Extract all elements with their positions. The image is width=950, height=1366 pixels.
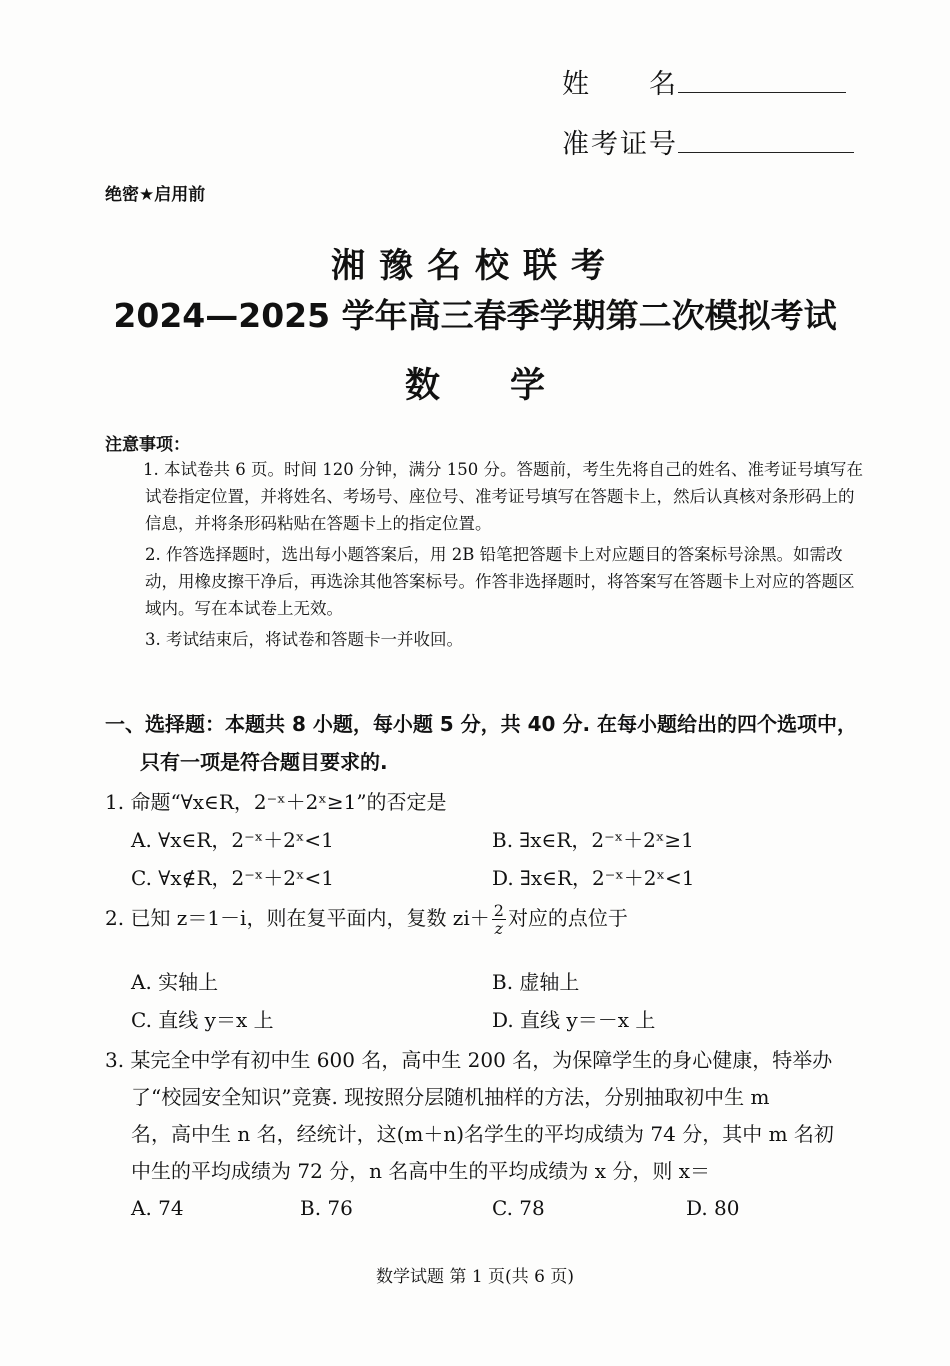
question-3-line-2: 了“校园安全知识”竞赛. 现按照分层随机抽样的方法，分别抽取初中生 m [131,1085,770,1109]
q2-option-b[interactable]: B. 虚轴上 [492,970,580,994]
notice-list [145,456,867,657]
q3-option-c[interactable]: C. 78 [492,1196,545,1220]
question-3-line-4: 中生的平均成绩为 72 分，n 名高中生的平均成绩为 x 分，则 x＝ [131,1159,711,1183]
name-label: 姓 名 [562,69,678,100]
q2-stem-post: 对应的点位于 [507,906,628,930]
question-3-line-1: 3. 某完全中学有初中生 600 名，高中生 200 名，为保障学生的身心健康，特举办 [105,1048,833,1072]
q2-option-a[interactable]: A. 实轴上 [131,970,219,994]
subject-title: 数 学 [404,366,545,406]
q2-option-d[interactable]: D. 直线 y＝－x 上 [492,1008,656,1032]
question-2-stem [105,902,628,937]
q2-frac-denominator: z [494,919,504,938]
page-footer: 数学试题 第 1 页(共 6 页) [376,1267,574,1287]
exam-org-title: 湘豫名校联考 [331,246,619,286]
q1-option-c[interactable]: C. ∀x∉R，2⁻ˣ＋2ˣ<1 [131,866,334,890]
question-3-line-3: 名，高中生 n 名，经统计，这(m＋n)名学生的平均成绩为 74 分，其中 m 名初 [131,1122,834,1146]
confidential-mark: 绝密★启用前 [105,185,206,205]
q1-option-a[interactable]: A. ∀x∈R，2⁻ˣ＋2ˣ<1 [131,828,334,852]
q2-fraction [492,902,506,937]
question-1-stem: 1. 命题“∀x∈R，2⁻ˣ＋2ˣ≥1”的否定是 [105,790,447,814]
q2-option-c[interactable]: C. 直线 y＝x 上 [131,1008,274,1032]
exam-id-label: 准考证号 [562,129,678,160]
q2-stem-pre: 2. 已知 z＝1－i，则在复平面内，复数 zi＋ [105,906,490,930]
notice-item-3: 3. 考试结束后，将试卷和答题卡一并收回。 [145,630,463,649]
notice-item-1: 1. 本试卷共 6 页。时间 120 分钟，满分 150 分。答题前，考生先将自己的姓名、准考证号填写在试卷指定位置，并将姓名、考场号、座位号、准考证号填写在答题卡上，然后认真核对条形码上的信息，并将条形码粘贴在答题卡上的指定位置。 [143,460,863,533]
q2-frac-numerator: 2 [493,901,504,920]
q3-option-d[interactable]: D. 80 [686,1196,740,1220]
q3-option-a[interactable]: A. 74 [131,1196,184,1220]
exam-id-blank[interactable] [678,122,854,153]
name-field [562,62,846,101]
section-heading-cont: 只有一项是符合题目要求的. [140,750,388,774]
q3-option-b[interactable]: B. 76 [300,1196,353,1220]
exam-id-field [562,122,854,161]
section-heading: 一、选择题：本题共 8 小题，每小题 5 分，共 40 分. 在每小题给出的四个选项中， [105,712,858,736]
q1-option-b[interactable]: B. ∃x∈R，2⁻ˣ＋2ˣ≥1 [492,828,694,852]
notice-item-2: 2. 作答选择题时，选出每小题答案后，用 2B 铅笔把答题卡上对应题目的答案标号涂黑。如需改动，用橡皮擦干净后，再选涂其他答案标号。作答非选择题时，将答案写在答题卡上对应的答题区域内。写在本试卷上无效。 [145,545,855,618]
q1-option-d[interactable]: D. ∃x∈R，2⁻ˣ＋2ˣ<1 [492,866,695,890]
name-blank[interactable] [678,62,846,93]
notice-heading: 注意事项： [105,435,190,455]
exam-title: 2024—2025 学年高三春季学期第二次模拟考试 [113,296,837,335]
